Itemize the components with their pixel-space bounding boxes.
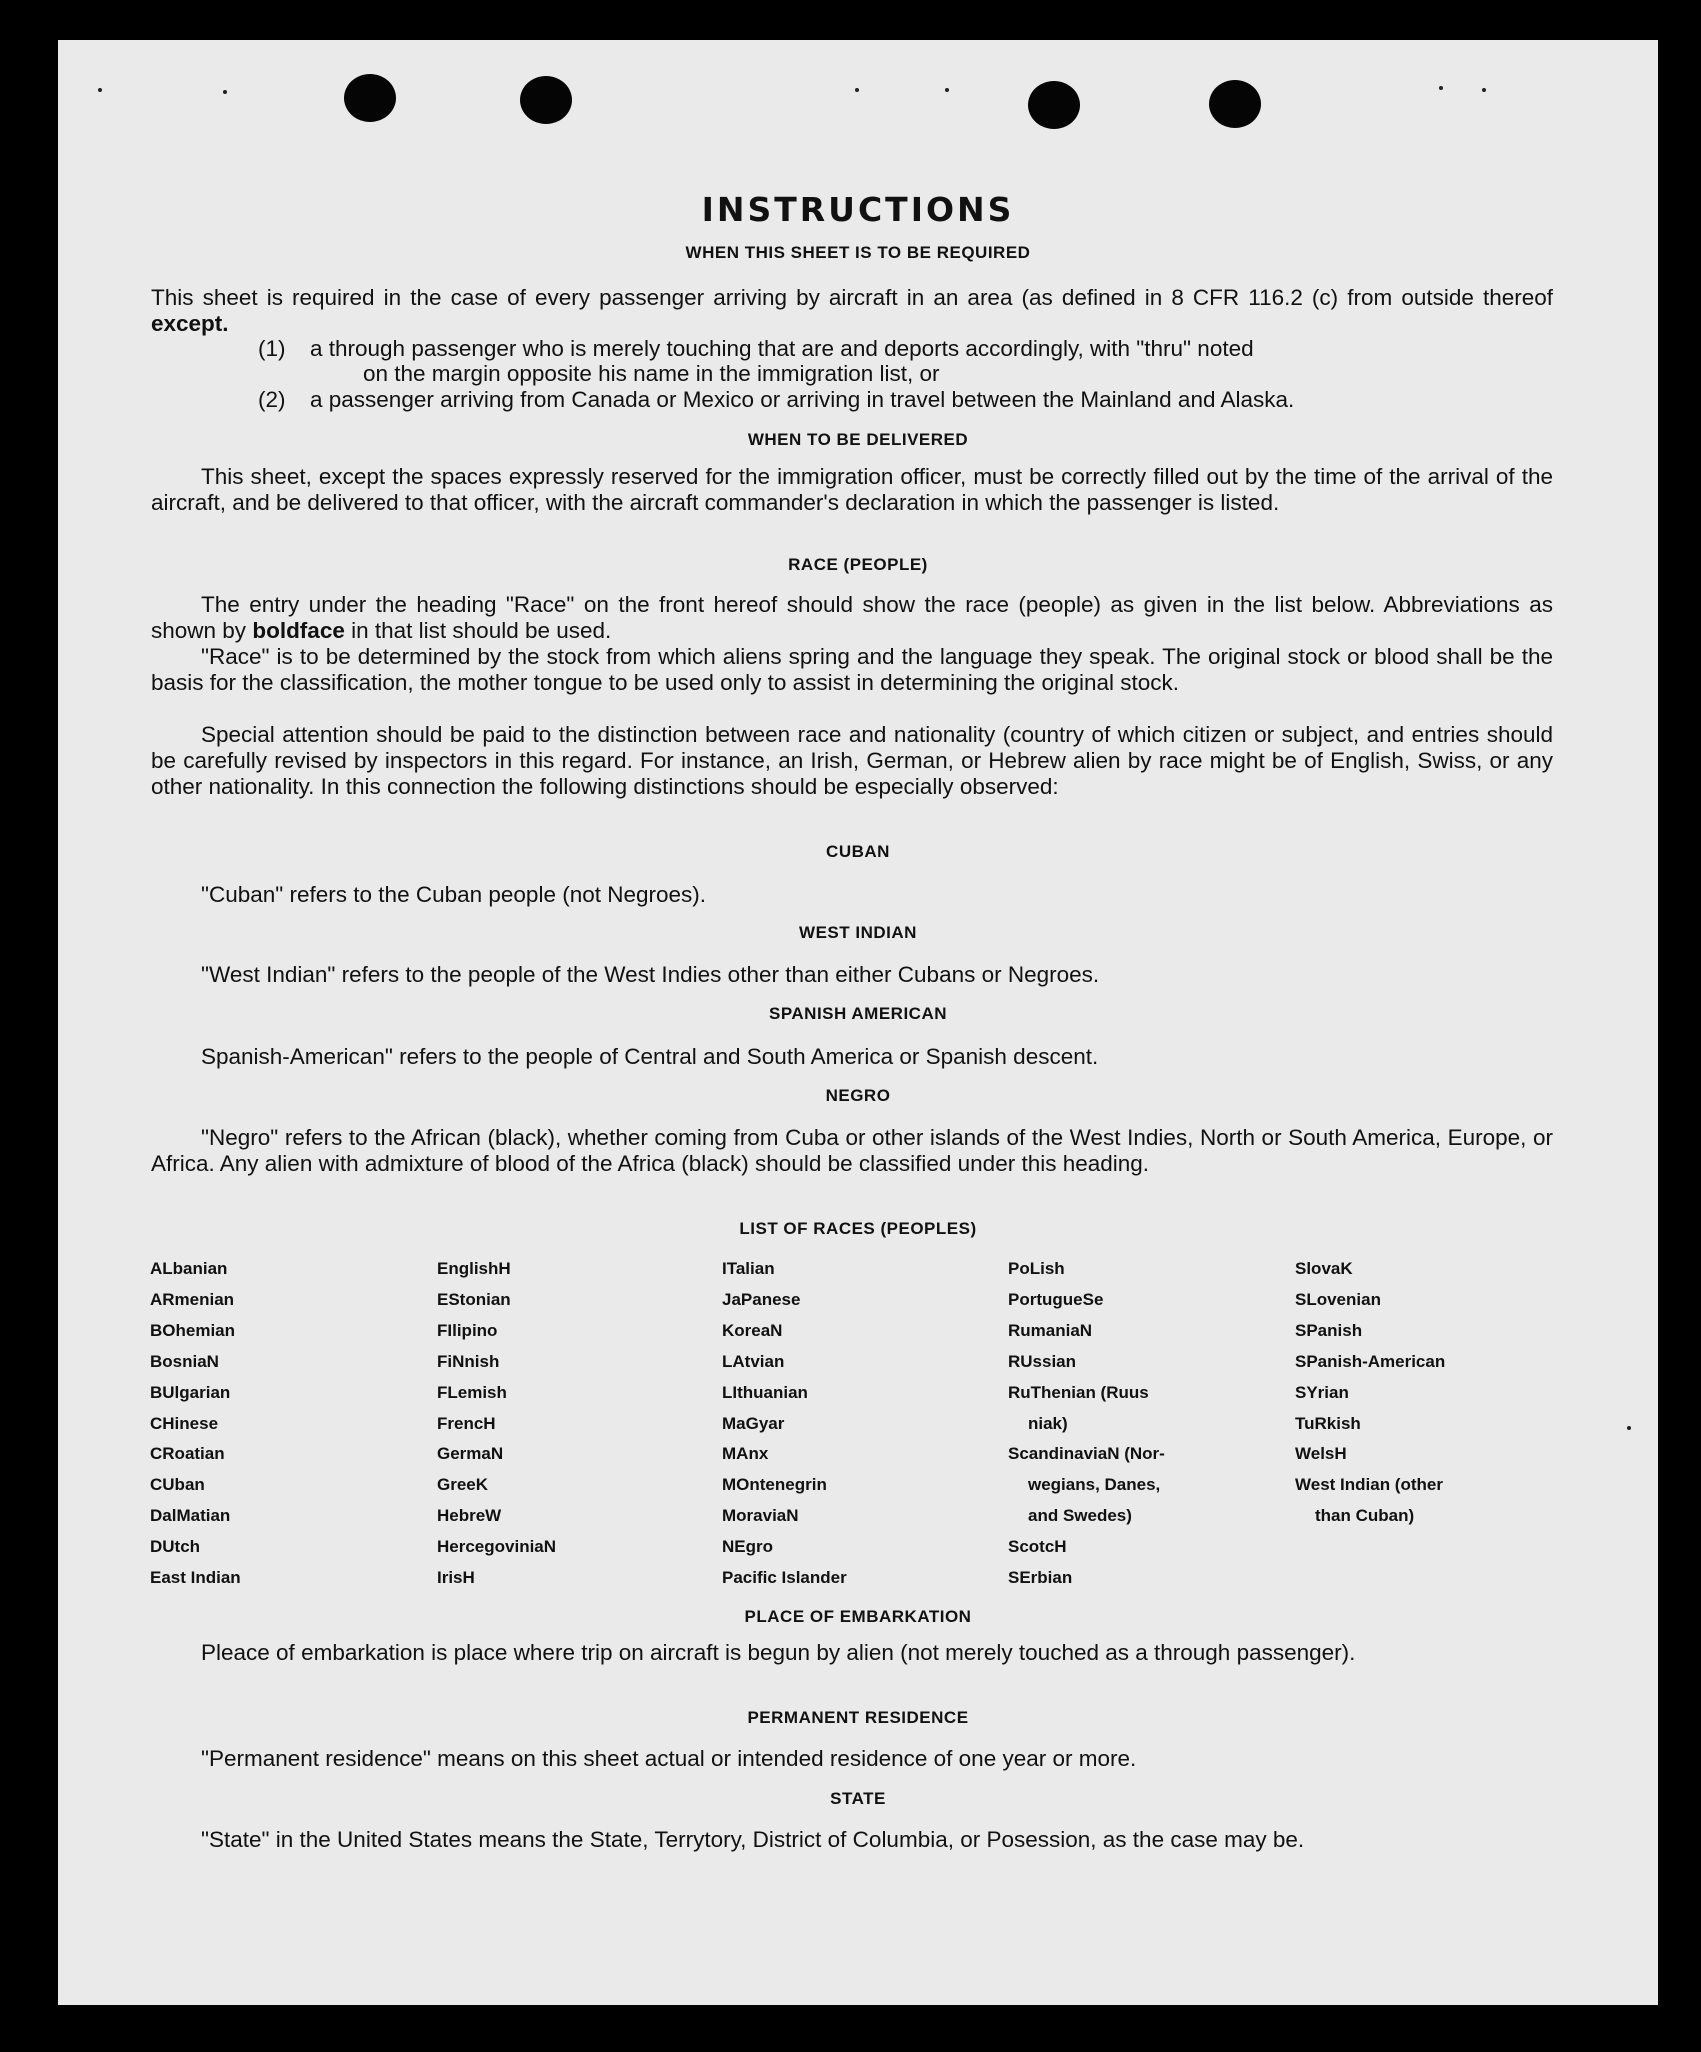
race-entry: PoLish [1008, 1259, 1065, 1278]
item-1-line-2: on the margin opposite his name in the immigration list, or [363, 361, 940, 386]
race-paragraph-1: The entry under the heading "Race" on the front hereof should show the race (people) as given in the list below. Abbreviations as shown by boldface in that list should be used. [151, 592, 1553, 643]
race-entry: ARmenian [150, 1290, 235, 1309]
race-entry: FrencH [437, 1414, 496, 1433]
race-entry: FiNnish [437, 1352, 500, 1371]
item-number: (2) [258, 387, 286, 412]
residence-text: "Permanent residence" means on this sheet actual or intended residence of one year or more. [201, 1746, 1137, 1771]
section-heading-list-of-races: LIST OF RACES (PEOPLES) [739, 1219, 977, 1238]
page-title: INSTRUCTIONS [701, 190, 1015, 229]
section-heading-when-required: WHEN THIS SHEET IS TO BE REQUIRED [685, 243, 1031, 262]
race-entry: SErbian [1008, 1568, 1073, 1587]
race-entry: wegians, Danes, [1028, 1475, 1161, 1494]
race-entry: JaPanese [722, 1290, 801, 1309]
race-entry: MAnx [722, 1444, 769, 1463]
punch-hole [1028, 81, 1080, 129]
state-text: "State" in the United States means the State, Terrytory, District of Columbia, or Posession, as the case may be. [201, 1827, 1305, 1852]
race-entry: West Indian (other [1295, 1475, 1443, 1494]
negro-text: "Negro" refers to the African (black), whether coming from Cuba or other islands of the West Indies, North or South America, Europe, or Africa. Any alien with admixture of blood of the Africa (black) should be classified under this heading. [151, 1125, 1553, 1176]
race-entry: BosniaN [150, 1352, 219, 1371]
race-entry: EnglishH [437, 1259, 511, 1278]
race-entry: LAtvian [722, 1352, 785, 1371]
race-entry: NEgro [722, 1537, 773, 1556]
race-entry: SLovenian [1295, 1290, 1381, 1309]
race-entry: MOntenegrin [722, 1475, 827, 1494]
race-entry: RuThenian (Ruus [1008, 1383, 1149, 1402]
race-entry: MaGyar [722, 1414, 785, 1433]
race-entry: RUssian [1008, 1352, 1077, 1371]
race-entry: FIlipino [437, 1321, 498, 1340]
race-entry: ScotcH [1008, 1537, 1067, 1556]
race-entry: CHinese [150, 1414, 219, 1433]
item-2-text: a passenger arriving from Canada or Mexico or arriving in travel between the Mainland and Alaska. [310, 387, 1295, 412]
document-page [58, 40, 1658, 2005]
item-1-line-1: a through passenger who is merely touching that are and deports accordingly, with "thru" noted [310, 336, 1254, 361]
race-entry: DUtch [150, 1537, 201, 1556]
speck [945, 88, 949, 92]
section-heading-state: STATE [830, 1789, 886, 1808]
race-entry: ALbanian [150, 1259, 228, 1278]
punch-hole [344, 74, 396, 122]
section-heading-negro: NEGRO [825, 1086, 891, 1105]
section-heading-west-indian: WEST INDIAN [799, 923, 917, 942]
race-entry: SlovaK [1295, 1259, 1353, 1278]
race-entry: WelsH [1295, 1444, 1347, 1463]
race-entry: SPanish [1295, 1321, 1363, 1340]
speck [98, 88, 102, 92]
race-entry: ITalian [722, 1259, 775, 1278]
race-entry: GreeK [437, 1475, 489, 1494]
cuban-text: "Cuban" refers to the Cuban people (not Negroes). [201, 882, 707, 907]
race-entry: EStonian [437, 1290, 511, 1309]
race-entry: HebreW [437, 1506, 502, 1525]
punch-hole [520, 76, 572, 124]
section-heading-race: RACE (PEOPLE) [788, 555, 928, 574]
spanish-american-text: Spanish-American" refers to the people of Central and South America or Spanish descent. [201, 1044, 1099, 1069]
race-entry: BOhemian [150, 1321, 236, 1340]
race-entry: ScandinaviaN (Nor- [1008, 1444, 1165, 1463]
race-entry: GermaN [437, 1444, 504, 1463]
section-heading-cuban: CUBAN [826, 842, 890, 861]
speck [1439, 86, 1443, 90]
race-entry: East Indian [150, 1568, 241, 1587]
race-entry: BUlgarian [150, 1383, 231, 1402]
race-entry: niak) [1028, 1414, 1068, 1433]
race-entry: than Cuban) [1315, 1506, 1415, 1525]
section-heading-when-delivered: WHEN TO BE DELIVERED [747, 430, 969, 449]
race-entry: PortugueSe [1008, 1290, 1104, 1309]
race-entry: DalMatian [150, 1506, 231, 1525]
race-entry: KoreaN [722, 1321, 783, 1340]
when-delivered-text: This sheet, except the spaces expressly reserved for the immigration officer, must be correctly filled out by the time of the arrival of the aircraft, and be delivered to that officer, with the aircraft commander's declaration in which the passenger is listed. [151, 464, 1553, 515]
west-indian-text: "West Indian" refers to the people of the West Indies other than either Cubans or Negroes. [201, 962, 1100, 987]
race-paragraph-2: "Race" is to be determined by the stock from which aliens spring and the language they speak. The original stock or blood shall be the basis for the classification, the mother tongue to be used only to assist in determining the original stock. [151, 644, 1553, 695]
race-entry: MoraviaN [722, 1506, 799, 1525]
race-entry: HercegoviniaN [437, 1537, 557, 1556]
speck [1482, 88, 1486, 92]
speck [1627, 1426, 1631, 1430]
section-heading-embarkation: PLACE OF EMBARKATION [744, 1607, 972, 1626]
section-heading-spanish-american: SPANISH AMERICAN [768, 1004, 947, 1023]
race-entry: RumaniaN [1008, 1321, 1093, 1340]
item-number: (1) [258, 336, 286, 361]
section-heading-residence: PERMANENT RESIDENCE [747, 1708, 969, 1727]
race-entry: IrisH [437, 1568, 475, 1587]
embarkation-text: Pleace of embarkation is place where trip on aircraft is begun by alien (not merely touched as a through passenger). [201, 1640, 1356, 1665]
race-entry: CUban [150, 1475, 205, 1494]
race-entry: and Swedes) [1028, 1506, 1132, 1525]
race-entry: FLemish [437, 1383, 507, 1402]
race-entry: CRoatian [150, 1444, 225, 1463]
when-required-intro: This sheet is required in the case of every passenger arriving by aircraft in an area (as defined in 8 CFR 116.2 (c) from outside thereof except. [151, 285, 1553, 336]
race-paragraph-3: Special attention should be paid to the distinction between race and nationality (country of which citizen or subject, and entries should be carefully revised by inspectors in this regard. For instance, an Irish, German, or Hebrew alien by race might be of English, Swiss, or any other nationality. In this connection the following distinctions should be especially observed: [151, 722, 1553, 799]
punch-hole [1209, 80, 1261, 128]
speck [223, 90, 227, 94]
race-entry: SPanish-American [1295, 1352, 1446, 1371]
speck [855, 88, 859, 92]
race-entry: Pacific Islander [722, 1568, 847, 1587]
race-entry: SYrian [1295, 1383, 1349, 1402]
race-entry: LIthuanian [722, 1383, 808, 1402]
race-entry: TuRkish [1295, 1414, 1361, 1433]
